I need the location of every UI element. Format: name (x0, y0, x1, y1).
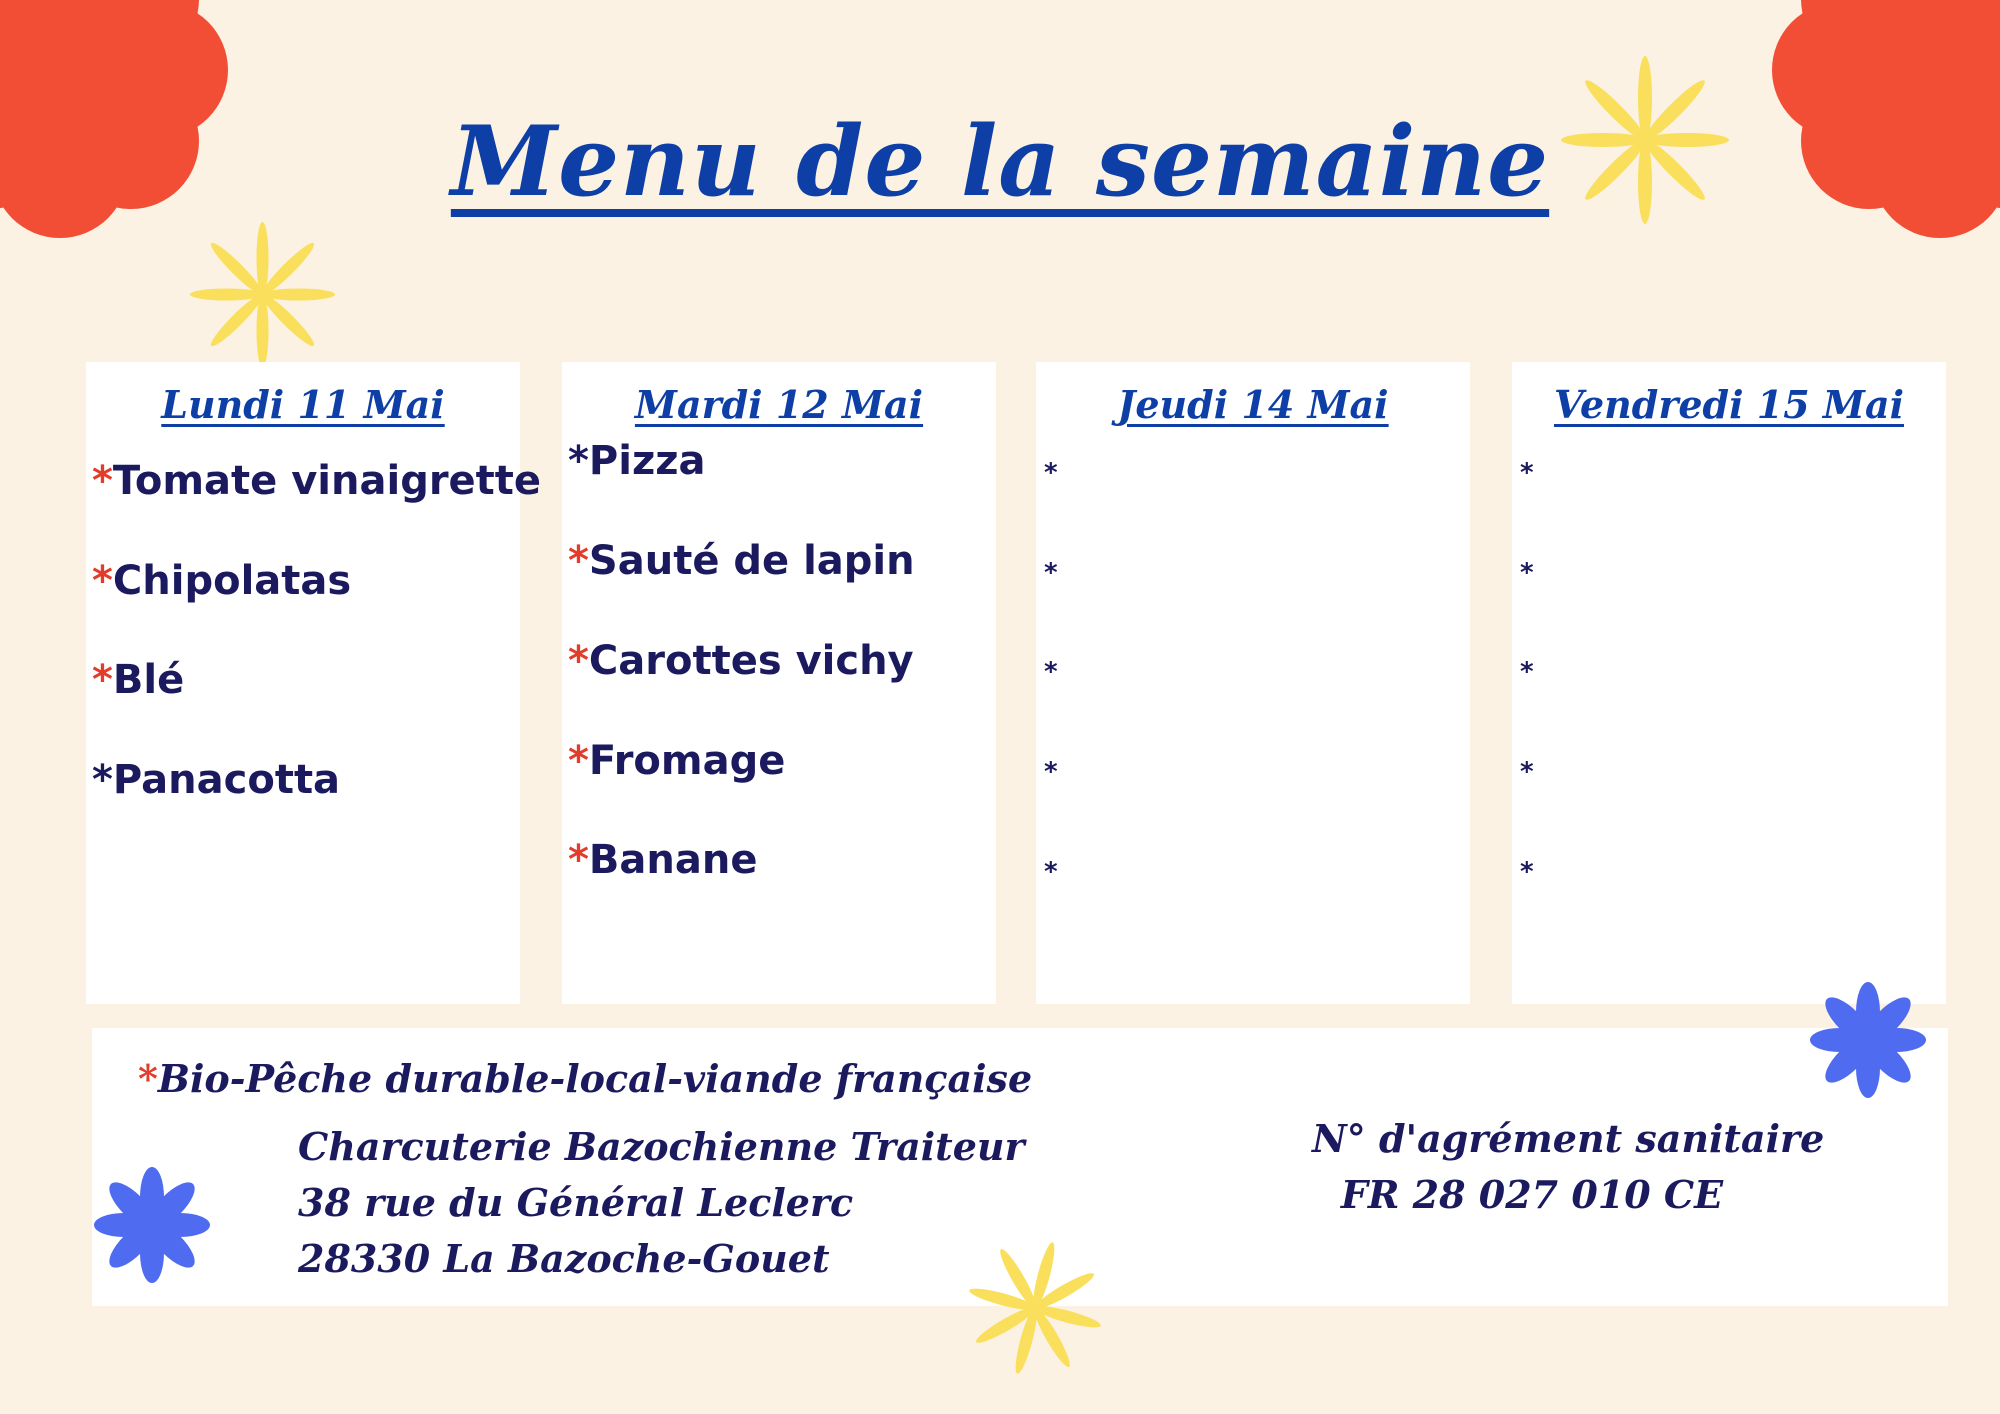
empty-menu-item: * (1044, 558, 1058, 588)
day-title: Lundi 11 Mai (161, 382, 445, 427)
empty-menu-item: * (1520, 558, 1534, 588)
empty-menu-item: * (1044, 458, 1058, 488)
menu-item: *Banane (568, 837, 758, 883)
day-title: Mardi 12 Mai (634, 382, 924, 427)
day-card-mardi (562, 362, 996, 1004)
blue-star-flower-icon (92, 1165, 212, 1285)
empty-menu-item: * (1520, 458, 1534, 488)
empty-menu-item: * (1044, 857, 1058, 887)
blue-star-flower-icon (1808, 980, 1928, 1100)
day-title: Jeudi 14 Mai (1117, 382, 1389, 427)
label-legend: *Bio-Pêche durable-local-viande française (138, 1056, 1033, 1101)
menu-item: *Pizza (568, 438, 706, 484)
empty-menu-item: * (1520, 857, 1534, 887)
menu-item: *Sauté de lapin (568, 538, 915, 584)
day-card-vendredi (1512, 362, 1946, 1004)
empty-menu-item: * (1520, 757, 1534, 787)
address-street: 38 rue du Général Leclerc (298, 1180, 854, 1225)
menu-item: *Carottes vichy (568, 638, 914, 684)
address-name: Charcuterie Bazochienne Traiteur (298, 1124, 1025, 1169)
menu-item: *Fromage (568, 738, 786, 784)
menu-item: *Chipolatas (92, 558, 352, 604)
address-city: 28330 La Bazoche-Gouet (298, 1236, 830, 1281)
agreement-number: FR 28 027 010 CE (1340, 1172, 1724, 1217)
empty-menu-item: * (1044, 657, 1058, 687)
menu-item: *Tomate vinaigrette (92, 458, 542, 504)
day-card-lundi (86, 362, 542, 1004)
page-title: Menu de la semaine (450, 105, 1550, 218)
empty-menu-item: * (1520, 657, 1534, 687)
empty-menu-item: * (1044, 757, 1058, 787)
menu-item: *Blé (92, 657, 185, 703)
day-title: Vendredi 15 Mai (1553, 382, 1905, 427)
menu-item: *Panacotta (92, 757, 341, 803)
yellow-star-flower-icon (190, 222, 335, 367)
agreement-label: N° d'agrément sanitaire (1312, 1116, 1825, 1161)
day-card-jeudi (1036, 362, 1470, 1004)
yellow-star-flower-icon (965, 1238, 1105, 1378)
